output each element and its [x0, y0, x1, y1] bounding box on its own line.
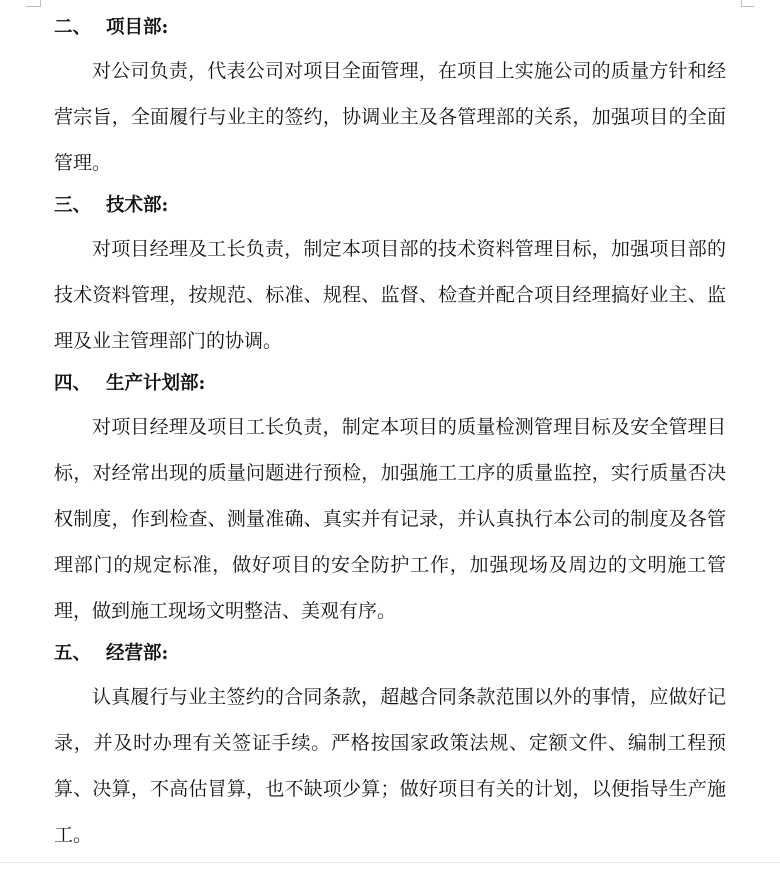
- section-heading: [54, 8, 726, 48]
- section-paragraph: 对项目经理及工长负责，制定本项目部的技术资料管理目标，加强项目部的技术资料管理，按规范、标准、规程、监督、检查并配合项目经理搞好业主、监理及业主管理部门的协调。: [54, 238, 726, 352]
- section-heading: [54, 186, 726, 226]
- page-corner-mark-right: [741, 0, 754, 7]
- section-title: 经营部:: [106, 643, 169, 664]
- section-title: 项目部:: [106, 17, 169, 38]
- section-title: 技术部:: [106, 195, 169, 216]
- section-number: 三、: [54, 195, 92, 216]
- page-bottom-divider: [0, 862, 780, 863]
- section-title: 生产计划部:: [106, 373, 206, 394]
- section-number: 二、: [54, 17, 92, 38]
- section-heading: [54, 634, 726, 674]
- section-paragraph: 对公司负责，代表公司对项目全面管理，在项目上实施公司的质量方针和经营宗旨，全面履行与业主的签约，协调业主及各管理部的关系，加强项目的全面管理。: [54, 60, 726, 174]
- section-number: 四、: [54, 373, 92, 394]
- page-corner-mark-left: [26, 0, 41, 7]
- document-body: [54, 8, 726, 858]
- section-paragraph: 对项目经理及项目工长负责，制定本项目的质量检测管理目标及安全管理目标，对经常出现的质量问题进行预检，加强施工工序的质量监控，实行质量否决权制度，作到检查、测量准确、真实并有记录，并认真执行本公司的制度及各管理部门的规定标准，做好项目的安全防护工作，加强现场及周边的文明施工管理，做到施工现场文明整洁、美观有序。: [54, 416, 726, 622]
- section-paragraph: 认真履行与业主签约的合同条款，超越合同条款范围以外的事情，应做好记录，并及时办理有关签证手续。严格按国家政策法规、定额文件、编制工程预算、决算，不高估冒算，也不缺项少算；做好项目有关的计划，以便指导生产施工。: [54, 686, 726, 846]
- section-number: 五、: [54, 643, 92, 664]
- section-heading: [54, 364, 726, 404]
